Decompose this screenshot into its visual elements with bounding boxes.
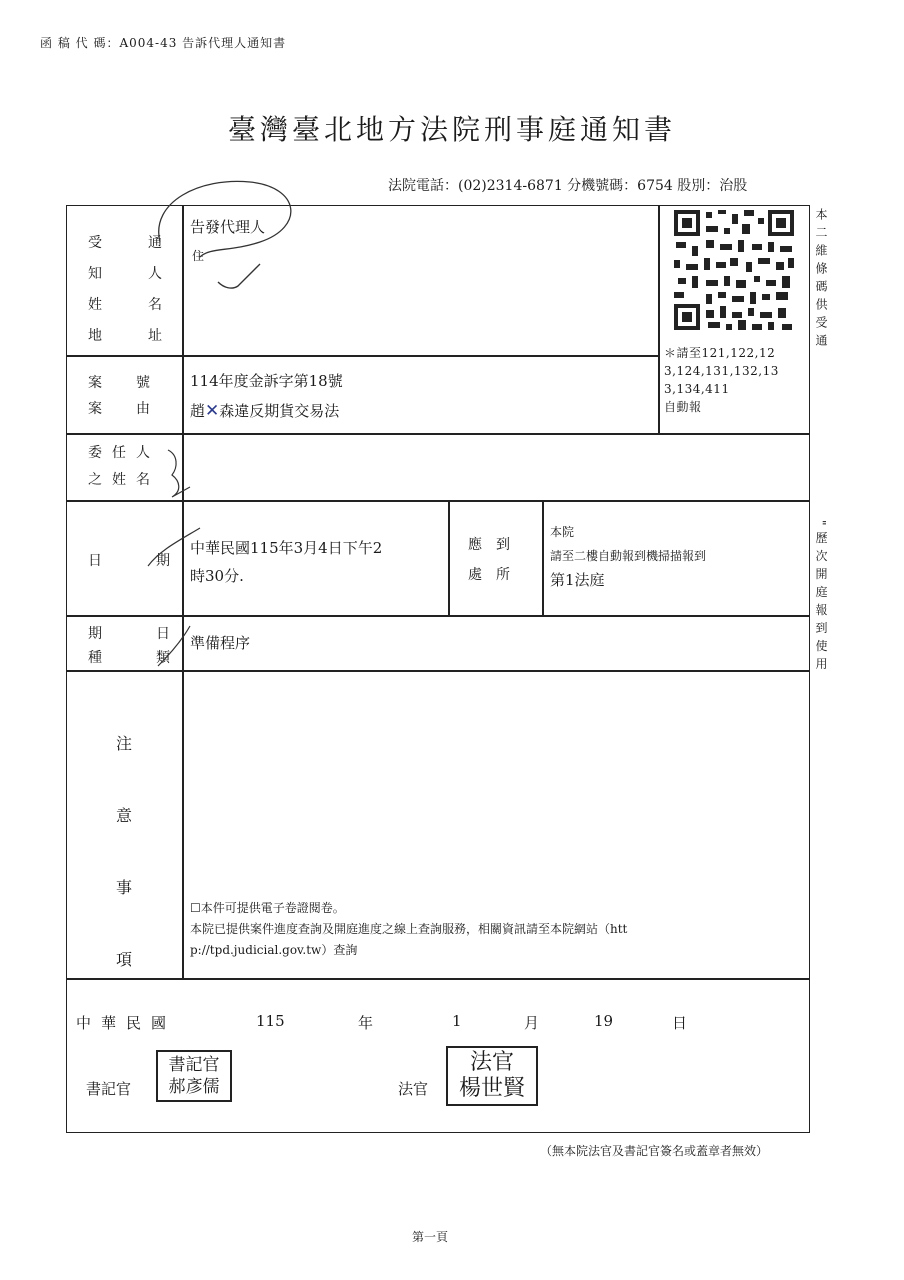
case-number: 114年度金訴字第18號	[190, 372, 343, 390]
footer-month: 1	[452, 1012, 462, 1030]
footer-day-unit: 日	[672, 1014, 688, 1032]
case-cause	[190, 400, 339, 421]
handwritten-mark	[150, 620, 200, 670]
page-number: 第一頁	[412, 1230, 449, 1244]
clerk-seal: 書記官 郝彥儒	[156, 1050, 232, 1102]
recipient-address: 住	[192, 249, 205, 263]
handwritten-check-mark	[140, 172, 310, 302]
divider	[542, 500, 544, 615]
place-label: 應 到 處 所	[468, 537, 510, 583]
case-cause-prefix: 趙	[190, 402, 206, 420]
place-value: 本院 請至二樓自動報到機掃描報到 第1法庭	[550, 525, 707, 589]
redaction-mark: ✕	[205, 401, 220, 421]
recipient-label-col1: 受 知 姓 地	[88, 235, 102, 344]
handwritten-mark	[160, 445, 200, 505]
date-value: 中華民國115年3月4日下午2 時30分.	[190, 539, 383, 585]
case-cause-rest: 森違反期貨交易法	[219, 402, 340, 420]
notes-label: 注 意 事 項	[116, 734, 133, 969]
divider	[66, 978, 810, 980]
notes-text: ☐本件可提供電子卷證閱卷。 本院已提供案件進度查詢及開庭進度之線上查詢服務，相關資訊請至本院網站（htt p://tpd.judicial.gov.tw）查詢	[190, 901, 628, 957]
divider	[182, 205, 184, 978]
qr-side-note: 本二維條碼供受通	[814, 208, 828, 352]
handwritten-mark	[140, 520, 210, 580]
date-label: 日 期	[88, 553, 190, 569]
footer-month-unit: 月	[524, 1014, 540, 1032]
divider	[448, 500, 450, 615]
judge-label: 法官	[398, 1080, 429, 1098]
disclaimer: （無本院法官及書記官簽名或蓋章者無效）	[540, 1144, 769, 1158]
footer-year-unit: 年	[358, 1014, 374, 1032]
agent-label: 委任人 之姓名	[88, 445, 160, 488]
divider	[66, 433, 810, 435]
judge-seal: 法官 楊世賢	[446, 1046, 538, 1106]
form-code: 函 稿 代 碼：A004-43 告訴代理人通知書	[40, 36, 287, 50]
footer-era: 中華民國	[76, 1014, 177, 1032]
qr-note: ＊請至121,122,12 3,124,131,132,13 3,134,411 自動報	[664, 346, 779, 414]
case-label: 案 號 案 由	[88, 375, 160, 417]
divider	[66, 355, 658, 357]
recipient-name: 告發代理人	[190, 218, 266, 236]
qr-code	[672, 208, 796, 332]
footer-day: 19	[594, 1012, 614, 1030]
schedule-side-note: "歷次開庭報到使用	[814, 520, 828, 676]
kind-label: 期 日 種 類	[88, 626, 190, 666]
clerk-label: 書記官	[86, 1080, 132, 1098]
kind-value: 準備程序	[190, 634, 251, 652]
recipient-label-col2: 通 人 名 址	[148, 235, 162, 344]
divider	[66, 670, 810, 672]
divider	[658, 205, 660, 433]
footer-year: 115	[256, 1012, 285, 1030]
page-title: 臺灣臺北地方法院刑事庭通知書	[227, 113, 676, 146]
court-phone: 法院電話：(02)2314-6871 分機號碼：6754 股別：治股	[388, 178, 748, 194]
divider	[66, 615, 810, 617]
